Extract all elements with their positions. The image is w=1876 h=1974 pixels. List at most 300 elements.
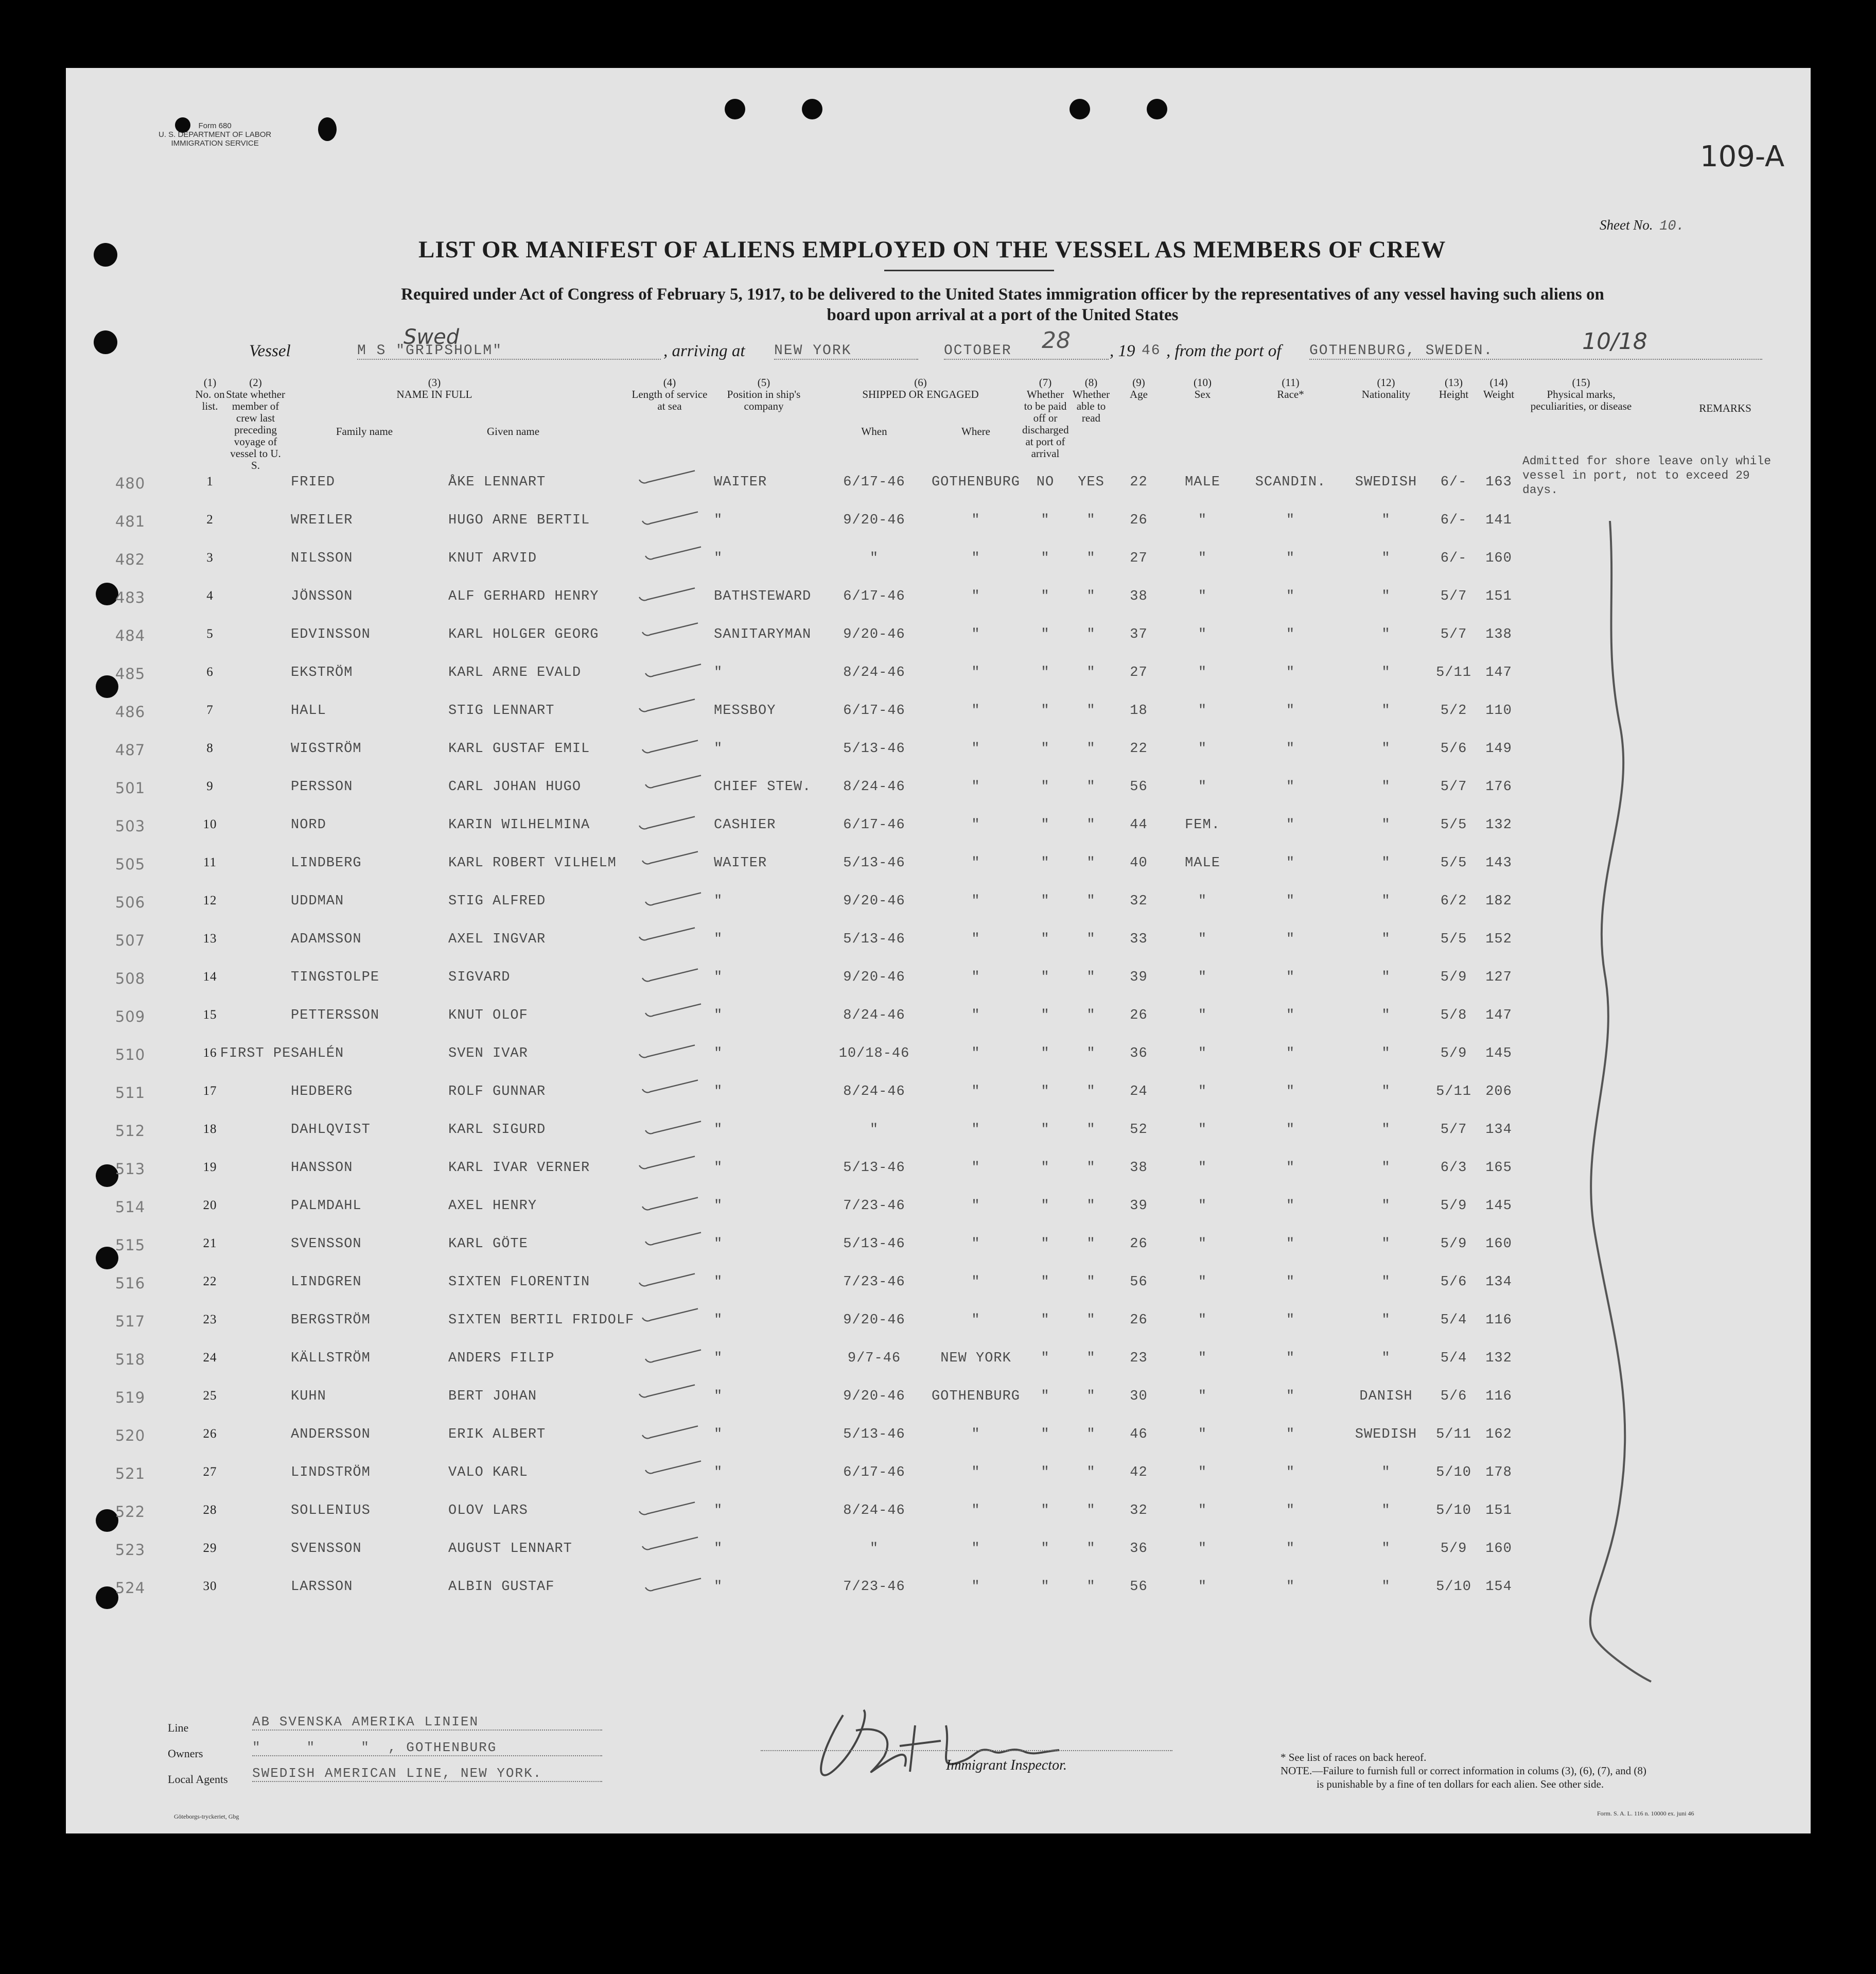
age: 56: [1130, 1274, 1148, 1290]
paid-off: ": [1041, 932, 1050, 947]
given-name: ALF GERHARD HENRY: [448, 589, 599, 604]
col-header-service: [630, 377, 709, 412]
from-date-handwritten: 10/18: [1582, 328, 1647, 355]
row-number: 18: [203, 1122, 217, 1136]
sex: FEM.: [1185, 817, 1220, 833]
check-mark: [640, 1194, 702, 1215]
race: ": [1286, 703, 1295, 719]
paid-off: ": [1041, 1541, 1050, 1557]
race: ": [1286, 932, 1295, 947]
age: 30: [1130, 1389, 1148, 1404]
given-name: KNUT ARVID: [448, 551, 537, 566]
able-to-read: ": [1086, 1351, 1096, 1366]
family-name: TINGSTOLPE: [291, 970, 380, 985]
given-name: AXEL INGVAR: [448, 932, 546, 947]
position: WAITER: [714, 855, 767, 871]
shipped-where: ": [971, 1046, 980, 1061]
shipped-where: ": [971, 1579, 980, 1595]
serial-number: 505: [115, 855, 146, 873]
race: ": [1286, 1084, 1295, 1099]
race: ": [1286, 1236, 1295, 1252]
serial-number: 481: [115, 513, 146, 530]
age: 36: [1130, 1046, 1148, 1061]
row-number: 4: [206, 589, 214, 603]
shipped-when: 9/20-46: [843, 970, 905, 985]
shipped-when: 8/24-46: [843, 1008, 905, 1023]
weight: 147: [1485, 665, 1512, 680]
given-name: BERT JOHAN: [448, 1389, 537, 1404]
col-header-no-number: (1): [203, 376, 217, 389]
shipped-when: 6/17-46: [843, 475, 905, 490]
row-number: 23: [203, 1313, 217, 1326]
serial-number: 509: [115, 1008, 146, 1025]
weight: 116: [1485, 1313, 1512, 1328]
col-header-physical-number: (15): [1572, 376, 1590, 389]
sex: ": [1198, 1122, 1207, 1138]
paid-off: ": [1041, 1084, 1050, 1099]
check-mark: [643, 889, 705, 910]
position: ": [714, 894, 723, 909]
paid-off: NO: [1036, 475, 1055, 490]
able-to-read: ": [1086, 1465, 1096, 1480]
able-to-read: ": [1086, 1122, 1096, 1138]
shipped-when: 5/13-46: [843, 1427, 905, 1442]
inspector-label: Immigrant Inspector.: [946, 1757, 1067, 1773]
serial-number: 515: [115, 1236, 146, 1254]
able-to-read: ": [1086, 1541, 1096, 1557]
col-header-prev-voyage-number: (2): [249, 376, 262, 389]
nationality: ": [1381, 855, 1391, 871]
previous-voyage: FIRST PE: [220, 1046, 291, 1061]
family-name: FRIED: [291, 475, 336, 490]
sex: MALE: [1185, 475, 1220, 490]
shipped-when: 8/24-46: [843, 1084, 905, 1099]
able-to-read: ": [1086, 894, 1096, 909]
age: 27: [1130, 665, 1148, 680]
position: ": [714, 1351, 723, 1366]
sex: ": [1198, 1503, 1207, 1518]
given-name: KARIN WILHELMINA: [448, 817, 590, 833]
sheet-label: Sheet No.: [1600, 217, 1653, 233]
signature-line: [761, 1750, 1172, 1751]
age: 26: [1130, 1236, 1148, 1252]
position: BATHSTEWARD: [714, 589, 812, 604]
col-header-name: [286, 377, 583, 400]
nationality: ": [1381, 1160, 1391, 1176]
check-mark: [643, 1575, 705, 1596]
check-mark: [643, 661, 705, 682]
sex: ": [1198, 513, 1207, 528]
arrival-day-handwritten: 28: [1042, 327, 1071, 354]
nationality: ": [1381, 1198, 1391, 1214]
weight: 138: [1485, 627, 1512, 642]
age: 18: [1130, 703, 1148, 719]
sex: ": [1198, 1427, 1207, 1442]
sex: ": [1198, 551, 1207, 566]
nationality: ": [1381, 1008, 1391, 1023]
punch-hole: [725, 99, 745, 119]
paid-off: ": [1041, 1160, 1050, 1176]
row-number: 29: [203, 1541, 217, 1555]
weight: 116: [1485, 1389, 1512, 1404]
position: ": [714, 551, 723, 566]
col-header-shipped-text: SHIPPED OR ENGAGED: [862, 388, 979, 400]
family-name: EKSTRÖM: [291, 665, 353, 680]
sex: ": [1198, 894, 1207, 909]
race: ": [1286, 1274, 1295, 1290]
position: CASHIER: [714, 817, 776, 833]
shipped-where: ": [971, 932, 980, 947]
shipped-where: ": [971, 1008, 980, 1023]
paid-off: ": [1041, 970, 1050, 985]
family-name: LINDBERG: [291, 855, 362, 871]
sex: ": [1198, 1008, 1207, 1023]
col-header-no: [195, 377, 225, 412]
sex: ": [1198, 589, 1207, 604]
race: ": [1286, 1465, 1295, 1480]
sex: ": [1198, 1084, 1207, 1099]
position: ": [714, 1084, 723, 1099]
weight: 127: [1485, 970, 1512, 985]
line-value: AB SVENSKA AMERIKA LINIEN: [252, 1714, 602, 1731]
height: 5/7: [1440, 779, 1467, 795]
family-name: UDDMAN: [291, 894, 344, 909]
shipped-when: 8/24-46: [843, 1503, 905, 1518]
nationality: ": [1381, 1084, 1391, 1099]
weight: 160: [1485, 1236, 1512, 1252]
able-to-read: ": [1086, 665, 1096, 680]
weight: 165: [1485, 1160, 1512, 1176]
sex: ": [1198, 1046, 1207, 1061]
remarks-note: Admitted for shore leave only while vessel in port, not to exceed 29 days.: [1522, 455, 1772, 497]
serial-number: 520: [115, 1427, 146, 1444]
family-name: NORD: [291, 817, 326, 833]
col-header-service-text: Length of service at sea: [632, 388, 708, 412]
able-to-read: ": [1086, 970, 1096, 985]
race: ": [1286, 779, 1295, 795]
weight: 178: [1485, 1465, 1512, 1480]
nationality: ": [1381, 1274, 1391, 1290]
able-to-read: ": [1086, 779, 1096, 795]
sex: ": [1198, 1465, 1207, 1480]
row-number: 28: [203, 1503, 217, 1517]
age: 24: [1130, 1084, 1148, 1099]
age: 26: [1130, 513, 1148, 528]
paid-off: ": [1041, 589, 1050, 604]
height: 5/8: [1440, 1008, 1467, 1023]
given-name: ÅKE LENNART: [448, 475, 546, 490]
paid-off: ": [1041, 1046, 1050, 1061]
col-header-where: Where: [961, 425, 990, 438]
arrival-year: 46: [1142, 343, 1161, 359]
col-header-nationality-text: Nationality: [1361, 388, 1411, 400]
shipped-when: 6/17-46: [843, 1465, 905, 1480]
position: ": [714, 1427, 723, 1442]
able-to-read: ": [1086, 1160, 1096, 1176]
shipped-when: 6/17-46: [843, 703, 905, 719]
height: 6/3: [1440, 1160, 1467, 1176]
paid-off: ": [1041, 741, 1050, 757]
col-header-sex-number: (10): [1194, 376, 1212, 389]
row-number: 13: [203, 932, 217, 946]
nationality: ": [1381, 1122, 1391, 1138]
weight: 162: [1485, 1427, 1512, 1442]
able-to-read: ": [1086, 741, 1096, 757]
family-name: ANDERSSON: [291, 1427, 371, 1442]
race: ": [1286, 513, 1295, 528]
height: 5/4: [1440, 1351, 1467, 1366]
paid-off: ": [1041, 1579, 1050, 1595]
row-number: 15: [203, 1008, 217, 1022]
punch-hole: [1147, 99, 1167, 119]
col-header-paid-off-number: (7): [1039, 376, 1052, 389]
height: 6/2: [1440, 894, 1467, 909]
family-name: SAHLÉN: [291, 1046, 344, 1061]
check-mark: [643, 772, 705, 793]
check-mark: [637, 1153, 699, 1174]
check-mark: [643, 1458, 705, 1478]
sheet-number-label: [1600, 217, 1685, 234]
weight: 141: [1485, 513, 1512, 528]
sex: ": [1198, 703, 1207, 719]
vessel-line: [249, 325, 1762, 366]
paid-off: ": [1041, 665, 1050, 680]
nationality: ": [1381, 932, 1391, 947]
arrival-month: OCTOBER: [944, 343, 1109, 360]
nationality: ": [1381, 589, 1391, 604]
weight: 163: [1485, 475, 1512, 490]
shipped-when: 5/13-46: [843, 1160, 905, 1176]
paid-off: ": [1041, 1503, 1050, 1518]
check-mark: [637, 1042, 699, 1062]
col-header-race-number: (11): [1282, 376, 1300, 389]
height: 6/-: [1440, 513, 1467, 528]
position: SANITARYMAN: [714, 627, 812, 642]
paid-off: ": [1041, 894, 1050, 909]
race: ": [1286, 1351, 1295, 1366]
sex: ": [1198, 1160, 1207, 1176]
shipped-when: 7/23-46: [843, 1274, 905, 1290]
serial-number: 486: [115, 703, 146, 721]
col-header-height: [1432, 377, 1475, 400]
age: 42: [1130, 1465, 1148, 1480]
check-mark: [640, 1423, 702, 1443]
punch-hole: [94, 330, 117, 354]
shipped-when: 6/17-46: [843, 817, 905, 833]
col-header-given-name: Given name: [486, 425, 540, 438]
serial-number: 510: [115, 1046, 146, 1063]
family-name: SVENSSON: [291, 1236, 362, 1252]
footer-section: [66, 1612, 1811, 1833]
able-to-read: ": [1086, 1008, 1096, 1023]
shipped-where: ": [971, 1122, 980, 1138]
shipped-where: ": [971, 589, 980, 604]
race: ": [1286, 1541, 1295, 1557]
weight: 145: [1485, 1046, 1512, 1061]
nationality: ": [1381, 1236, 1391, 1252]
vessel-handwritten: Swed: [404, 325, 460, 349]
position: ": [714, 1503, 723, 1518]
family-name: HANSSON: [291, 1160, 353, 1176]
race: ": [1286, 855, 1295, 871]
check-mark: [640, 1077, 702, 1097]
col-header-age: [1114, 377, 1164, 400]
col-header-service-number: (4): [663, 376, 676, 389]
height: 5/9: [1440, 970, 1467, 985]
family-name: HALL: [291, 703, 326, 719]
serial-number: 485: [115, 665, 146, 683]
shipped-when: 7/23-46: [843, 1579, 905, 1595]
able-to-read: YES: [1078, 475, 1104, 490]
race: ": [1286, 589, 1295, 604]
height: 5/5: [1440, 817, 1467, 833]
shipped-when: 9/20-46: [843, 1389, 905, 1404]
col-header-read-number: (8): [1084, 376, 1098, 389]
given-name: KARL SIGURD: [448, 1122, 546, 1138]
position: ": [714, 1198, 723, 1214]
shipped-where: ": [971, 855, 980, 871]
shipped-when: 7/23-46: [843, 1198, 905, 1214]
age: 37: [1130, 627, 1148, 642]
row-number: 22: [203, 1274, 217, 1288]
sex: ": [1198, 1351, 1207, 1366]
shipped-where: ": [971, 665, 980, 680]
given-name: KNUT OLOF: [448, 1008, 528, 1023]
row-number: 12: [203, 894, 217, 907]
paid-off: ": [1041, 513, 1050, 528]
col-header-position-number: (5): [757, 376, 770, 389]
form-code: Form. S. A. L. 116 n. 10000 ex. juni 46: [1597, 1810, 1694, 1817]
inspector-signature: [807, 1695, 1075, 1797]
document-subtitle: [241, 284, 1764, 325]
shipped-when: ": [869, 1541, 879, 1557]
row-number: 1: [206, 475, 214, 488]
height: 6/-: [1440, 551, 1467, 566]
nationality: ": [1381, 1579, 1391, 1595]
age: 22: [1130, 741, 1148, 757]
col-header-when: When: [861, 425, 887, 438]
col-header-read-text: Whether able to read: [1072, 388, 1110, 424]
owners-label: Owners: [168, 1747, 203, 1760]
given-name: SIXTEN FLORENTIN: [448, 1274, 590, 1290]
paid-off: ": [1041, 551, 1050, 566]
height: 5/11: [1436, 1427, 1471, 1442]
given-name: KARL GUSTAF EMIL: [448, 741, 590, 757]
row-number: 26: [203, 1427, 217, 1441]
col-header-nationality-number: (12): [1377, 376, 1395, 389]
nationality: ": [1381, 970, 1391, 985]
row-number: 11: [203, 855, 217, 869]
manifest-sheet: [66, 68, 1811, 1833]
position: ": [714, 665, 723, 680]
row-number: 27: [203, 1465, 217, 1479]
paid-off: ": [1041, 1465, 1050, 1480]
position: ": [714, 1274, 723, 1290]
shipped-where: GOTHENBURG: [931, 475, 1021, 490]
shipped-where: ": [971, 551, 980, 566]
shipped-when: 5/13-46: [843, 741, 905, 757]
col-header-sex-text: Sex: [1194, 388, 1211, 400]
nationality: ": [1381, 779, 1391, 795]
check-mark: [637, 696, 699, 717]
height: 5/11: [1436, 665, 1471, 680]
serial-number: 503: [115, 817, 146, 835]
row-number: 20: [203, 1198, 217, 1212]
check-mark: [640, 848, 702, 869]
weight: 134: [1485, 1122, 1512, 1138]
row-number: 25: [203, 1389, 217, 1403]
paid-off: ": [1041, 1274, 1050, 1290]
nationality: ": [1381, 1313, 1391, 1328]
shipped-where: ": [971, 779, 980, 795]
races-note: * See list of races on back hereof.: [1281, 1751, 1427, 1763]
row-number: 24: [203, 1351, 217, 1365]
position: ": [714, 1046, 723, 1061]
nationality: ": [1381, 741, 1391, 757]
shipped-when: 5/13-46: [843, 1236, 905, 1252]
given-name: KARL GÖTE: [448, 1236, 528, 1252]
weight: 132: [1485, 1351, 1512, 1366]
col-header-name-number: (3): [428, 376, 441, 389]
check-mark: [640, 737, 702, 758]
family-name: PERSSON: [291, 779, 353, 795]
family-name: LINDSTRÖM: [291, 1465, 371, 1480]
year-label: , 19: [1110, 342, 1135, 360]
paid-off: ": [1041, 1313, 1050, 1328]
position: ": [714, 970, 723, 985]
serial-number: 483: [115, 589, 146, 606]
able-to-read: ": [1086, 1503, 1096, 1518]
given-name: OLOV LARS: [448, 1503, 528, 1518]
position: ": [714, 513, 723, 528]
age: 38: [1130, 1160, 1148, 1176]
shipped-where: ": [971, 1274, 980, 1290]
paid-off: ": [1041, 855, 1050, 871]
able-to-read: ": [1086, 1579, 1096, 1595]
col-header-position-text: Position in ship's company: [727, 388, 801, 412]
sex: ": [1198, 627, 1207, 642]
col-header-nationality: [1340, 377, 1432, 400]
sheet-number: 10.: [1659, 219, 1685, 234]
age: 22: [1130, 475, 1148, 490]
sex: ": [1198, 665, 1207, 680]
family-name: LINDGREN: [291, 1274, 362, 1290]
row-number: 16: [203, 1046, 217, 1060]
col-header-height-text: Height: [1439, 388, 1469, 400]
serial-number: 482: [115, 551, 146, 568]
serial-number: 507: [115, 932, 146, 949]
row-number: 10: [203, 817, 217, 831]
col-header-age-number: (9): [1132, 376, 1145, 389]
serial-number: 513: [115, 1160, 146, 1178]
weight: 160: [1485, 1541, 1512, 1557]
weight: 151: [1485, 1503, 1512, 1518]
family-name: WIGSTRÖM: [291, 741, 362, 757]
nationality: ": [1381, 1541, 1391, 1557]
weight: 132: [1485, 817, 1512, 833]
shipped-where: ": [971, 1160, 980, 1176]
col-header-remarks: REMARKS: [1699, 402, 1751, 414]
position: ": [714, 1008, 723, 1023]
race: ": [1286, 1389, 1295, 1404]
sex: MALE: [1185, 855, 1220, 871]
serial-number: 480: [115, 475, 146, 492]
given-name: AUGUST LENNART: [448, 1541, 572, 1557]
position: CHIEF STEW.: [714, 779, 812, 795]
shipped-when: 9/7-46: [847, 1351, 901, 1366]
race: ": [1286, 1046, 1295, 1061]
serial-number: 512: [115, 1122, 146, 1140]
